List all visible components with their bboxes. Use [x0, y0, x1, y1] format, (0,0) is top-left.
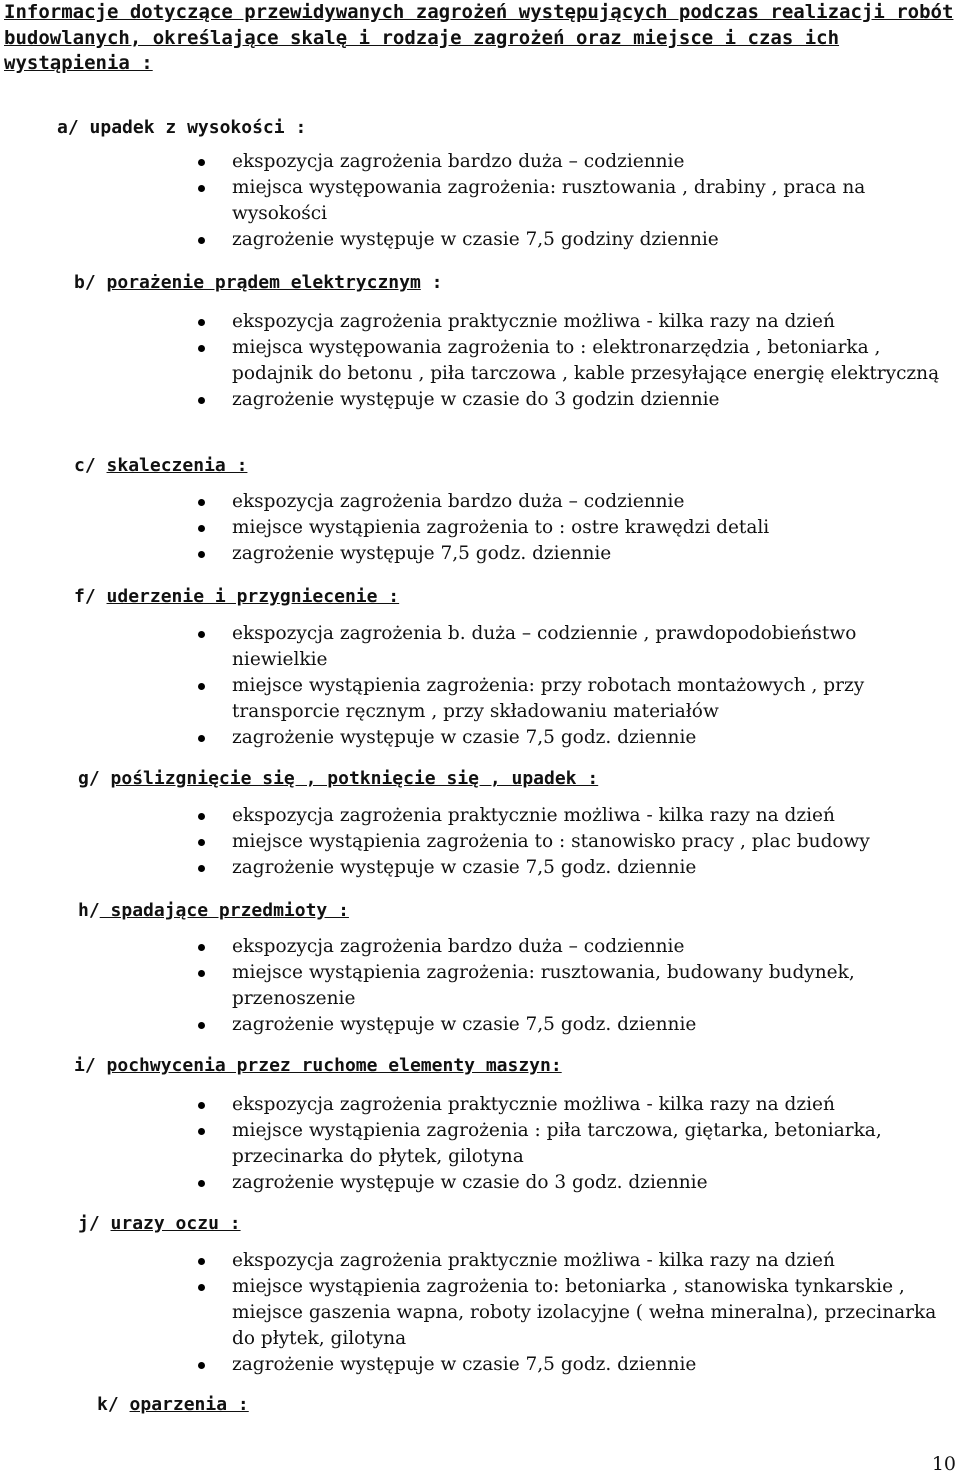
document-title: Informacje dotyczące przewidywanych zagrożeń występujących podczas realizacji robót budowlanych, określające skalę i rodzaje zagrożeń oraz miejsce i czas ich wystąpienia :	[4, 1, 954, 74]
bullet-icon	[198, 397, 205, 404]
list-item: zagrożenie występuje w czasie 7,5 godz. dziennie	[196, 1352, 956, 1378]
list-item: ekspozycja zagrożenia bardzo duża – codziennie	[196, 149, 956, 175]
list-item: ekspozycja zagrożenia bardzo duża – codziennie	[196, 934, 956, 960]
section-heading-c: c/ skaleczenia :	[74, 455, 248, 476]
list-item: miejsce wystąpienia zagrożenia: przy robotach montażowych , przy transporcie ręcznym , przy składowaniu materiałów	[196, 673, 956, 725]
list-item: zagrożenie występuje w czasie do 3 godz. dziennie	[196, 1170, 956, 1196]
bullet-icon	[198, 1128, 205, 1135]
section-list-i	[196, 1092, 956, 1196]
list-item: ekspozycja zagrożenia praktycznie możliwa - kilka razy na dzień	[196, 309, 956, 335]
bullet-icon	[198, 551, 205, 558]
bullet-icon	[198, 1180, 205, 1187]
section-heading-i: i/ pochwycenia przez ruchome elementy maszyn:	[74, 1055, 562, 1076]
list-item: ekspozycja zagrożenia b. duża – codziennie , prawdopodobieństwo niewielkie	[196, 621, 956, 673]
bullet-icon	[198, 525, 205, 532]
section-title-g: poślizgnięcie się , potknięcie się , upadek :	[110, 768, 599, 789]
list-item: zagrożenie występuje w czasie 7,5 godz. dziennie	[196, 725, 956, 751]
section-list-j	[196, 1248, 956, 1378]
section-title-k: oparzenia :	[129, 1394, 249, 1415]
list-item: zagrożenie występuje w czasie do 3 godzin dziennie	[196, 387, 956, 413]
list-item: miejsca występowania zagrożenia: rusztowania , drabiny , praca na wysokości	[196, 175, 956, 227]
bullet-icon	[198, 631, 205, 638]
section-list-f	[196, 621, 956, 751]
page-number: 10	[931, 1453, 956, 1475]
list-item: miejsce wystąpienia zagrożenia to : stanowisko pracy , plac budowy	[196, 829, 956, 855]
section-title-i: pochwycenia przez ruchome elementy maszyn:	[106, 1055, 562, 1076]
list-item: ekspozycja zagrożenia praktycznie możliwa - kilka razy na dzień	[196, 803, 956, 829]
section-heading-k: k/ oparzenia :	[97, 1394, 249, 1415]
section-title-f: uderzenie i przygniecenie :	[106, 586, 400, 607]
section-list-c	[196, 489, 956, 567]
section-title-b: porażenie prądem elektrycznym	[106, 272, 421, 293]
bullet-icon	[198, 735, 205, 742]
list-item: ekspozycja zagrożenia praktycznie możliwa - kilka razy na dzień	[196, 1092, 956, 1118]
bullet-icon	[198, 319, 205, 326]
section-title-c: skaleczenia :	[106, 455, 248, 476]
section-title-a: upadek z wysokości	[89, 117, 285, 138]
section-heading-h: h/ spadające przedmioty :	[78, 900, 349, 921]
bullet-icon	[198, 1102, 205, 1109]
list-item: zagrożenie występuje w czasie 7,5 godziny dziennie	[196, 227, 956, 253]
section-title-h: spadające przedmioty :	[99, 900, 349, 921]
list-item: miejsca występowania zagrożenia to : elektronarzędzia , betoniarka , podajnik do betonu , piła tarczowa , kable przesyłające energię elektryczną	[196, 335, 956, 387]
section-heading-b: b/ porażenie prądem elektrycznym :	[74, 272, 443, 293]
section-heading-f: f/ uderzenie i przygniecenie :	[74, 586, 400, 607]
bullet-icon	[198, 865, 205, 872]
section-list-a	[196, 149, 956, 253]
bullet-icon	[198, 1022, 205, 1029]
bullet-icon	[198, 839, 205, 846]
list-item: ekspozycja zagrożenia praktycznie możliwa - kilka razy na dzień	[196, 1248, 956, 1274]
list-item: zagrożenie występuje w czasie 7,5 godz. dziennie	[196, 1012, 956, 1038]
section-list-b	[196, 309, 956, 413]
bullet-icon	[198, 944, 205, 951]
bullet-icon	[198, 1258, 205, 1265]
section-list-g	[196, 803, 956, 881]
list-item: zagrożenie występuje 7,5 godz. dziennie	[196, 541, 956, 567]
bullet-icon	[198, 1284, 205, 1291]
list-item: miejsce wystąpienia zagrożenia to: betoniarka , stanowiska tynkarskie , miejsce gaszenia wapna, roboty izolacyjne ( wełna mineralna), przecinarka do płytek, gilotyna	[196, 1274, 956, 1352]
list-item: ekspozycja zagrożenia bardzo duża – codziennie	[196, 489, 956, 515]
bullet-icon	[198, 1362, 205, 1369]
list-item: zagrożenie występuje w czasie 7,5 godz. dziennie	[196, 855, 956, 881]
list-item: miejsce wystąpienia zagrożenia: rusztowania, budowany budynek, przenoszenie	[196, 960, 956, 1012]
bullet-icon	[198, 499, 205, 506]
bullet-icon	[198, 970, 205, 977]
bullet-icon	[198, 345, 205, 352]
bullet-icon	[198, 237, 205, 244]
list-item: miejsce wystąpienia zagrożenia to : ostre krawędzi detali	[196, 515, 956, 541]
section-title-j: urazy oczu :	[110, 1213, 241, 1234]
bullet-icon	[198, 159, 205, 166]
section-heading-g: g/ poślizgnięcie się , potknięcie się , upadek :	[78, 768, 599, 789]
section-heading-a: a/ upadek z wysokości :	[57, 117, 307, 138]
section-heading-j: j/ urazy oczu :	[78, 1213, 241, 1234]
bullet-icon	[198, 813, 205, 820]
bullet-icon	[198, 683, 205, 690]
section-list-h	[196, 934, 956, 1038]
bullet-icon	[198, 185, 205, 192]
list-item: miejsce wystąpienia zagrożenia : piła tarczowa, giętarka, betoniarka, przecinarka do płytek, gilotyna	[196, 1118, 956, 1170]
